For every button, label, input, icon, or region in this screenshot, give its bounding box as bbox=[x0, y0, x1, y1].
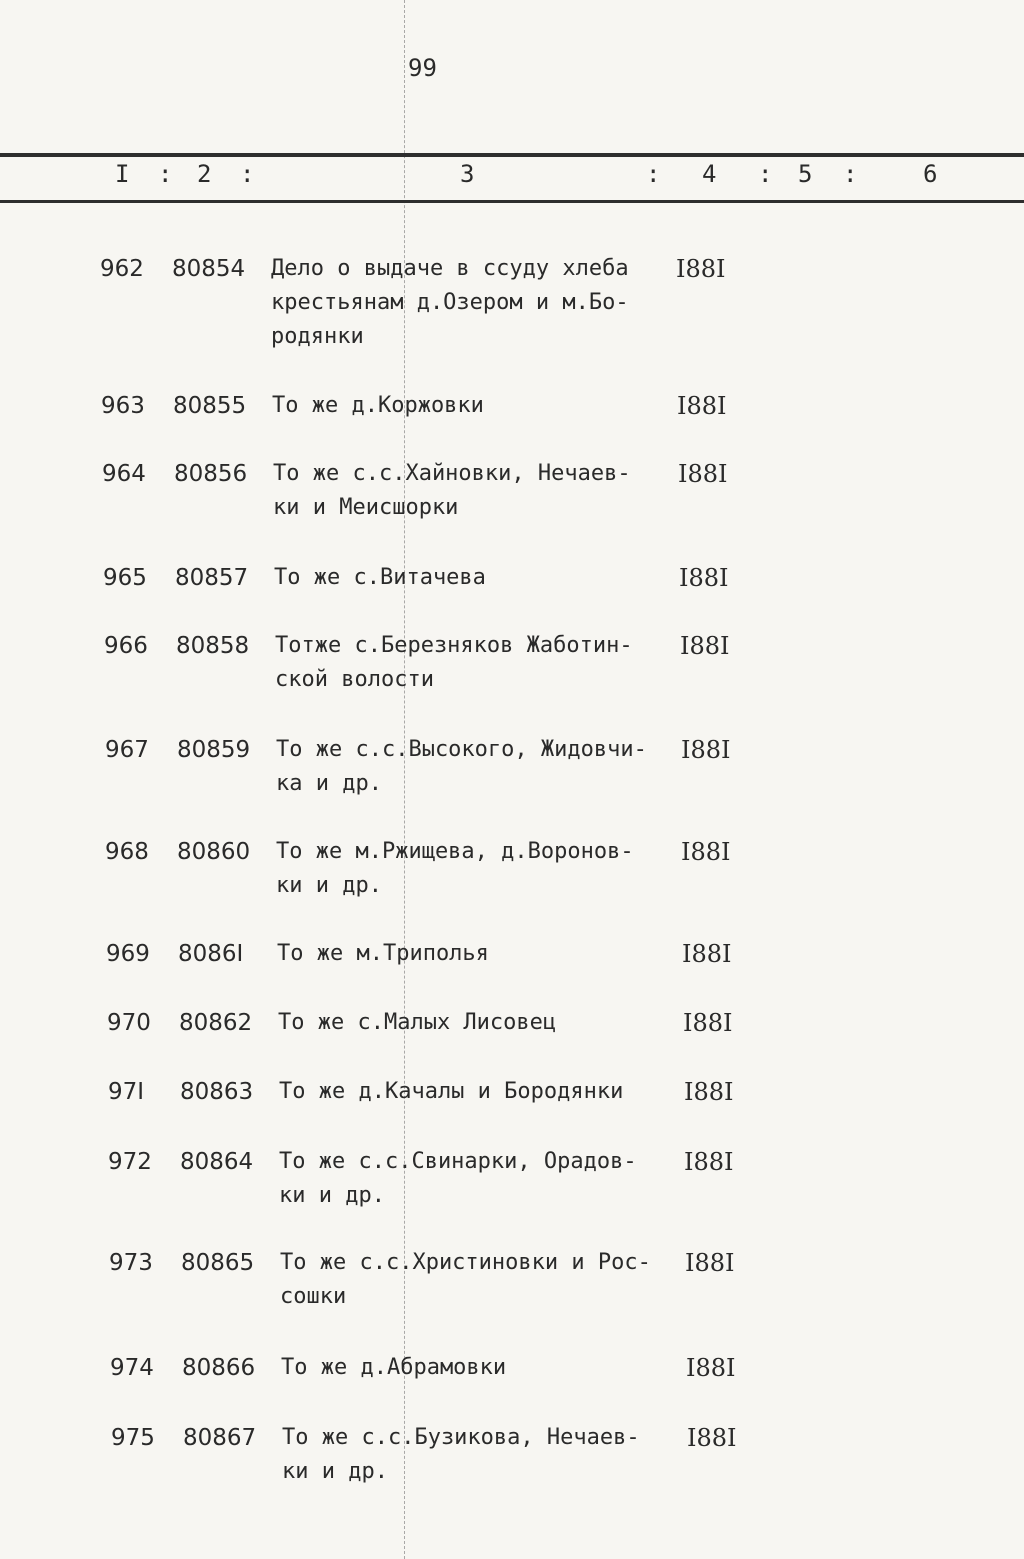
file-title-line: То же с.Витачева bbox=[274, 565, 486, 590]
file-title-line: ки и др. bbox=[279, 1183, 385, 1208]
file-title-line: Дело о выдаче в ссуду хлеба bbox=[271, 256, 629, 281]
header-separator: : bbox=[240, 160, 255, 188]
file-title bbox=[277, 937, 489, 971]
file-title-line: Тотже с.Березняков Жаботин- bbox=[275, 633, 633, 658]
file-code: 80865 bbox=[181, 1250, 255, 1276]
file-title bbox=[274, 561, 486, 595]
file-code: 80863 bbox=[180, 1079, 254, 1105]
record-number: 962 bbox=[100, 256, 144, 282]
file-title bbox=[281, 1351, 506, 1385]
file-year: I88I bbox=[687, 1424, 737, 1452]
file-year: I88I bbox=[681, 736, 731, 764]
record-number: 973 bbox=[109, 1250, 153, 1276]
page-number: 99 bbox=[408, 54, 437, 82]
file-title bbox=[271, 252, 629, 354]
file-code: 80855 bbox=[173, 393, 247, 419]
file-year: I88I bbox=[681, 838, 731, 866]
record-number: 972 bbox=[108, 1149, 152, 1175]
record-number: 967 bbox=[105, 737, 149, 763]
file-title-line: крестьянам д.Озером и м.Бо- bbox=[271, 290, 629, 315]
file-code: 80860 bbox=[177, 839, 251, 865]
file-title bbox=[278, 1006, 556, 1040]
file-code: 80866 bbox=[182, 1355, 256, 1381]
record-number: 965 bbox=[103, 565, 147, 591]
file-code: 80864 bbox=[180, 1149, 254, 1175]
header-col-3: 3 bbox=[460, 160, 475, 188]
file-title-line: ки и др. bbox=[276, 873, 382, 898]
file-title bbox=[272, 389, 484, 423]
file-year: I88I bbox=[678, 460, 728, 488]
file-title bbox=[273, 457, 631, 525]
file-year: I88I bbox=[684, 1078, 734, 1106]
record-number: 97I bbox=[108, 1079, 145, 1105]
file-year: I88I bbox=[683, 1009, 733, 1037]
file-title bbox=[282, 1421, 640, 1489]
file-code: 80858 bbox=[176, 633, 250, 659]
file-title-line: То же с.с.Свинарки, Орадов- bbox=[279, 1149, 637, 1174]
file-title-line: То же с.с.Христиновки и Рос- bbox=[280, 1250, 651, 1275]
file-title-line: То же м.Триполья bbox=[277, 941, 489, 966]
header-separator: : bbox=[158, 160, 173, 188]
file-code: 8086I bbox=[178, 941, 244, 967]
file-year: I88I bbox=[679, 564, 729, 592]
file-title-line: То же д.Абрамовки bbox=[281, 1355, 507, 1380]
header-col-4: 4 bbox=[702, 160, 717, 188]
file-code: 80857 bbox=[175, 565, 249, 591]
file-title-line: ской волости bbox=[275, 667, 434, 692]
file-title bbox=[275, 629, 633, 697]
header-col-5: 5 bbox=[798, 160, 813, 188]
record-number: 966 bbox=[104, 633, 148, 659]
file-title-line: сошки bbox=[280, 1284, 347, 1309]
record-number: 970 bbox=[107, 1010, 151, 1036]
file-title-line: родянки bbox=[271, 324, 364, 349]
file-title-line: То же д.Коржовки bbox=[272, 393, 484, 418]
file-year: I88I bbox=[685, 1249, 735, 1277]
file-title-line: То же с.с.Бузикова, Нечаев- bbox=[282, 1425, 640, 1450]
header-rule-top bbox=[0, 153, 1024, 157]
file-code: 80867 bbox=[183, 1425, 257, 1451]
file-code: 80854 bbox=[172, 256, 246, 282]
file-title-line: То же с.с.Хайновки, Нечаев- bbox=[273, 461, 631, 486]
file-code: 80859 bbox=[177, 737, 251, 763]
file-title bbox=[276, 733, 647, 801]
record-number: 963 bbox=[101, 393, 145, 419]
file-code: 80862 bbox=[179, 1010, 253, 1036]
file-title-line: ка и др. bbox=[276, 771, 382, 796]
file-title-line: ки и др. bbox=[282, 1459, 388, 1484]
file-title bbox=[279, 1075, 623, 1109]
file-title-line: То же м.Ржищева, д.Воронов- bbox=[276, 839, 634, 864]
file-year: I88I bbox=[682, 940, 732, 968]
file-title-line: То же д.Качалы и Бородянки bbox=[279, 1079, 624, 1104]
record-number: 964 bbox=[102, 461, 146, 487]
file-year: I88I bbox=[686, 1354, 736, 1382]
file-title-line: ки и Меисшорки bbox=[273, 495, 459, 520]
record-number: 975 bbox=[111, 1425, 155, 1451]
record-number: 974 bbox=[110, 1355, 154, 1381]
file-title-line: То же с.с.Высокого, Жидовчи- bbox=[276, 737, 647, 762]
file-year: I88I bbox=[677, 392, 727, 420]
record-number: 968 bbox=[105, 839, 149, 865]
file-title-line: То же с.Малых Лисовец bbox=[278, 1010, 557, 1035]
header-col-6: 6 bbox=[923, 160, 938, 188]
header-separator: : bbox=[758, 160, 773, 188]
file-title bbox=[280, 1246, 651, 1314]
header-col-1: I bbox=[115, 160, 130, 188]
file-code: 80856 bbox=[174, 461, 248, 487]
record-number: 969 bbox=[106, 941, 150, 967]
file-year: I88I bbox=[684, 1148, 734, 1176]
header-rule-bottom bbox=[0, 200, 1024, 203]
header-col-2: 2 bbox=[197, 160, 212, 188]
header-separator: : bbox=[843, 160, 858, 188]
file-year: I88I bbox=[676, 255, 726, 283]
file-year: I88I bbox=[680, 632, 730, 660]
header-separator: : bbox=[646, 160, 661, 188]
file-title bbox=[276, 835, 634, 903]
file-title bbox=[279, 1145, 637, 1213]
